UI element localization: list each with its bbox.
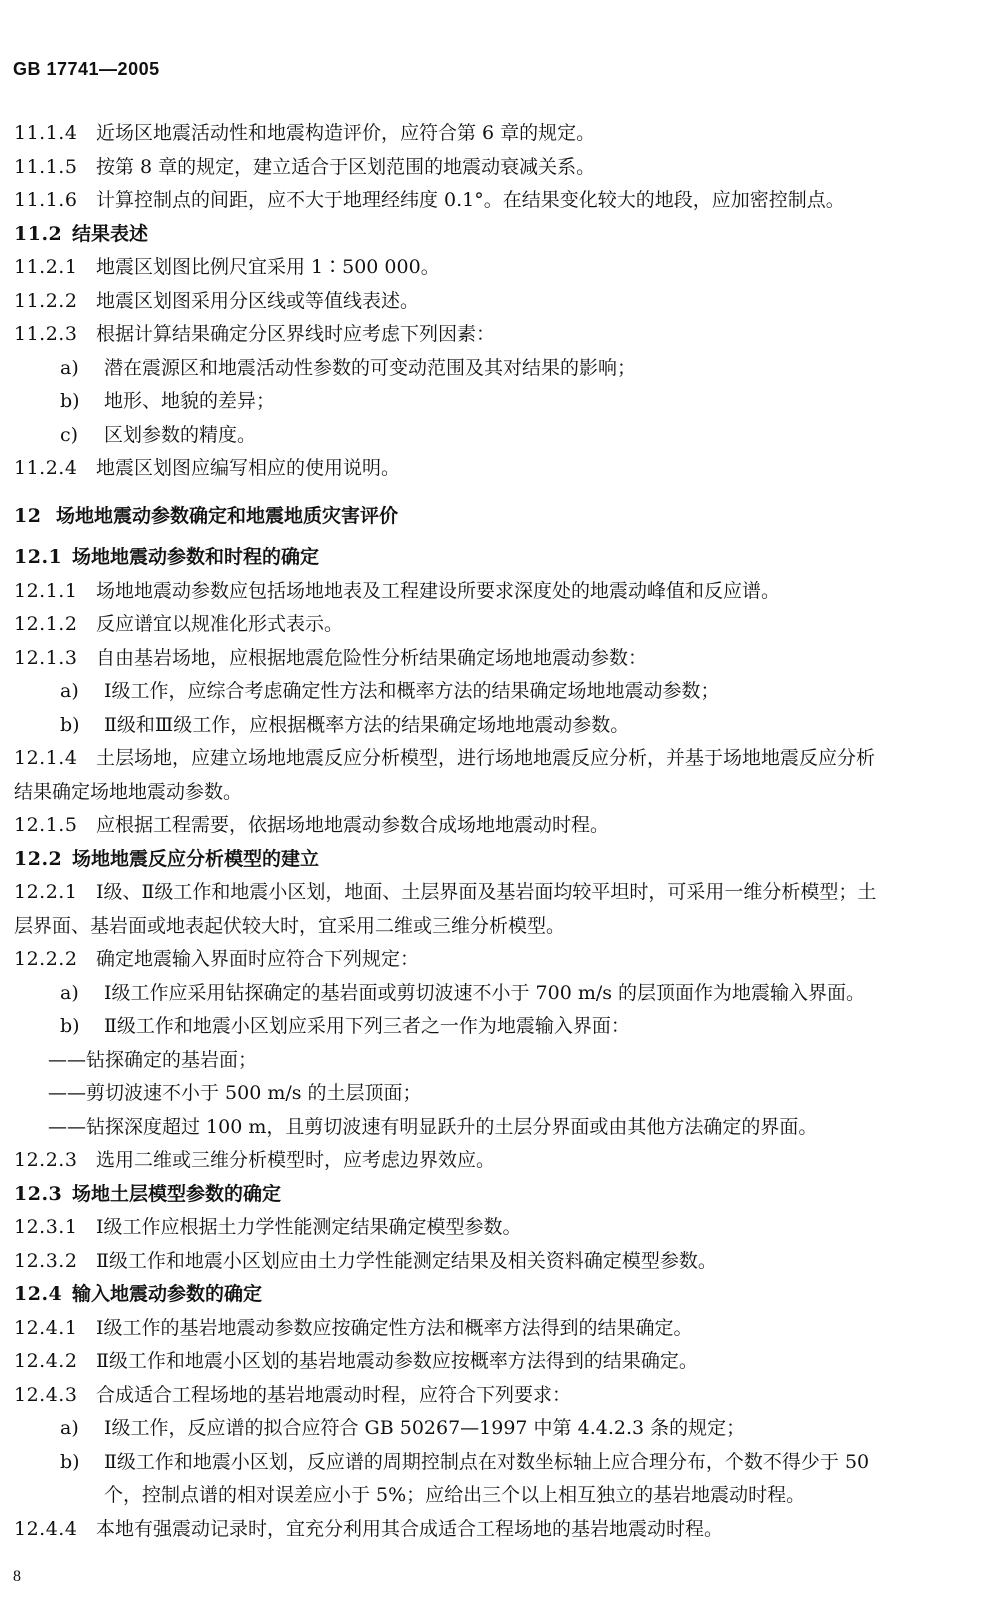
continuation-text: 结果确定场地地震动参数。 [14, 780, 243, 803]
clause-text: 本地有强震动记录时，宜充分利用其合成适合工程场地的基岩地震动时程。 [96, 1517, 724, 1540]
clause-line [14, 943, 994, 977]
clause-line [14, 1312, 994, 1346]
clause-number: 12.3.1 [14, 1216, 78, 1238]
clause-number: 12.4.4 [14, 1517, 78, 1540]
clause-line [14, 1144, 994, 1178]
list-item-text: Ⅱ级工作和地震小区划应采用下列三者之一作为地震输入界面： [104, 1015, 630, 1037]
list-item-text: 区划参数的精度。 [104, 423, 257, 446]
clause-number: 12.1 [14, 546, 63, 568]
clause-number: 12 [14, 504, 42, 527]
list-item [14, 352, 994, 386]
clause-number: 12.4 [14, 1283, 63, 1305]
clause-number: 11.2.2 [14, 289, 78, 312]
clause-text: 场地地震动参数和时程的确定 [72, 546, 320, 568]
clause-number: 11.2 [14, 222, 63, 245]
list-item-marker: c) [60, 423, 79, 446]
list-item-marker: b) [60, 390, 80, 412]
list-item [14, 385, 994, 419]
list-item-marker: b) [60, 1450, 80, 1473]
continuation-line [14, 910, 994, 944]
clause-number: 11.1.5 [14, 155, 78, 178]
clause-number: 12.4.1 [14, 1316, 78, 1339]
clause-text: 结果表述 [72, 222, 149, 245]
clause-text: 场地地震动参数确定和地震地质灾害评价 [56, 504, 399, 527]
clause-number: 12.4.2 [14, 1350, 78, 1372]
clause-number: 12.2.2 [14, 948, 78, 970]
clause-line [14, 452, 994, 486]
clause-line [14, 117, 994, 151]
clause-text: 场地地震反应分析模型的建立 [72, 847, 320, 870]
dash-item [14, 1111, 994, 1145]
clause-text: Ⅱ级工作和地震小区划的基岩地震动参数应按概率方法得到的结果确定。 [96, 1350, 698, 1372]
clause-number: 11.1.4 [14, 122, 78, 144]
clause-number: 12.3 [14, 1182, 63, 1205]
clause-line [14, 1245, 994, 1279]
clause-text: Ⅰ级、Ⅱ级工作和地震小区划，地面、土层界面及基岩面均较平坦时，可采用一维分析模型；土 [96, 881, 877, 903]
list-item [14, 1412, 994, 1446]
clause-number: 12.1.2 [14, 613, 78, 635]
continuation-text: 个，控制点谱的相对误差应小于 5%；应给出三个以上相互独立的基岩地震动时程。 [104, 1484, 806, 1506]
clause-number: 12.2.1 [14, 881, 78, 903]
clause-line [14, 1379, 994, 1413]
clause-number: 12.1.3 [14, 646, 78, 669]
dash-item [14, 1044, 994, 1078]
clause-text: 合成适合工程场地的基岩地震动时程，应符合下列要求： [96, 1383, 572, 1406]
list-item-text: 潜在震源区和地震活动性参数的可变动范围及其对结果的影响； [104, 356, 637, 379]
list-item-marker: a) [60, 1417, 79, 1439]
clause-text: 场地土层模型参数的确定 [72, 1182, 282, 1205]
clause-line [14, 742, 994, 776]
clause-text: Ⅰ级工作应根据土力学性能测定结果确定模型参数。 [96, 1216, 522, 1238]
clause-number: 11.2.1 [14, 256, 78, 278]
list-item-marker: a) [60, 356, 79, 379]
clause-text: 确定地震输入界面时应符合下列规定： [96, 948, 420, 970]
clause-line [14, 184, 994, 218]
clause-line [14, 318, 994, 352]
list-item-text: Ⅱ级和Ⅲ级工作，应根据概率方法的结果确定场地地震动参数。 [104, 713, 630, 736]
clause-number: 12.3.2 [14, 1249, 78, 1272]
clause-number: 12.4.3 [14, 1383, 78, 1406]
clause-line [14, 1211, 994, 1245]
clause-text: Ⅰ级工作的基岩地震动参数应按确定性方法和概率方法得到的结果确定。 [96, 1316, 693, 1339]
subsection-heading [14, 1278, 994, 1312]
subsection-heading [14, 218, 994, 252]
list-item [14, 1010, 994, 1044]
clause-number: 12.2.3 [14, 1149, 78, 1171]
clause-text: 根据计算结果确定分区界线时应考虑下列因素： [96, 323, 496, 345]
list-item-marker: a) [60, 680, 79, 702]
subsection-heading [14, 541, 994, 575]
clause-text: 近场区地震活动性和地震构造评价，应符合第 6 章的规定。 [96, 122, 596, 144]
list-item-text: Ⅰ级工作，反应谱的拟合应符合 GB 50267—1997 中第 4.4.2.3 条的规定； [104, 1417, 746, 1439]
list-item [14, 977, 994, 1011]
clause-text: 计算控制点的间距，应不大于地理经纬度 0.1°。在结果变化较大的地段，应加密控制点。 [96, 189, 845, 211]
clause-line [14, 809, 994, 843]
clause-text: 场地地震动参数应包括场地地表及工程建设所要求深度处的地震动峰值和反应谱。 [96, 579, 781, 602]
clause-line [14, 285, 994, 319]
list-item-marker: b) [60, 713, 80, 736]
clause-line [14, 575, 994, 609]
clause-number: 11.2.4 [14, 457, 78, 479]
dash-item-text: ——钻探深度超过 100 m，且剪切波速有明显跃升的土层分界面或由其他方法确定的界面。 [48, 1115, 818, 1138]
list-item [14, 1446, 994, 1480]
list-item [14, 419, 994, 453]
clause-text: 输入地震动参数的确定 [72, 1283, 263, 1305]
standard-code-header: GB 17741—2005 [13, 59, 160, 79]
dash-item [14, 1077, 994, 1111]
page-number: 8 [13, 1568, 21, 1585]
subsection-heading [14, 843, 994, 877]
continuation-text: 层界面、基岩面或地表起伏较大时，宜采用二维或三维分析模型。 [14, 914, 566, 937]
clause-text: 土层场地，应建立场地地震反应分析模型，进行场地地震反应分析，并基于场地地震反应分析 [96, 747, 876, 769]
clause-line [14, 151, 994, 185]
dash-item-text: ——剪切波速不小于 500 m/s 的土层顶面； [48, 1082, 422, 1104]
clause-number: 11.2.3 [14, 323, 78, 345]
section-heading [14, 500, 994, 534]
list-item-text: Ⅰ级工作，应综合考虑确定性方法和概率方法的结果确定场地地震动参数； [104, 680, 720, 702]
document-body [14, 117, 994, 1546]
clause-line [14, 1345, 994, 1379]
continuation-line [14, 776, 994, 810]
clause-number: 12.1.1 [14, 579, 78, 602]
clause-text: 地震区划图采用分区线或等值线表述。 [96, 289, 420, 312]
clause-number: 11.1.6 [14, 189, 78, 211]
clause-text: 自由基岩场地，应根据地震危险性分析结果确定场地地震动参数： [96, 646, 648, 669]
list-item-text: 地形、地貌的差异； [104, 390, 276, 412]
clause-line [14, 876, 994, 910]
clause-text: 反应谱宜以规准化形式表示。 [96, 613, 344, 635]
clause-text: 按第 8 章的规定，建立适合于区划范围的地震动衰减关系。 [96, 155, 596, 178]
clause-text: 地震区划图比例尺宜采用 1∶500 000。 [96, 256, 440, 278]
clause-number: 12.2 [14, 847, 63, 870]
clause-line [14, 1513, 994, 1547]
clause-text: 地震区划图应编写相应的使用说明。 [96, 457, 401, 479]
subsection-heading [14, 1178, 994, 1212]
clause-line [14, 642, 994, 676]
clause-text: Ⅱ级工作和地震小区划应由土力学性能测定结果及相关资料确定模型参数。 [96, 1249, 717, 1272]
list-item-text: Ⅰ级工作应采用钻探确定的基岩面或剪切波速不小于 700 m/s 的层顶面作为地震输入界面。 [104, 981, 866, 1004]
list-item [14, 709, 994, 743]
clause-text: 应根据工程需要，依据场地地震动参数合成场地地震动时程。 [96, 814, 610, 836]
clause-number: 12.1.5 [14, 814, 78, 836]
list-item-text: Ⅱ级工作和地震小区划，反应谱的周期控制点在对数坐标轴上应合理分布，个数不得少于 50 [104, 1450, 870, 1473]
clause-number: 12.1.4 [14, 747, 78, 769]
list-item-marker: b) [60, 1015, 80, 1037]
list-item-marker: a) [60, 981, 79, 1004]
clause-line [14, 251, 994, 285]
dash-item-text: ——钻探确定的基岩面； [48, 1048, 258, 1071]
clause-text: 选用二维或三维分析模型时，应考虑边界效应。 [96, 1149, 496, 1171]
continuation-line [14, 1479, 994, 1513]
clause-line [14, 608, 994, 642]
list-item [14, 675, 994, 709]
